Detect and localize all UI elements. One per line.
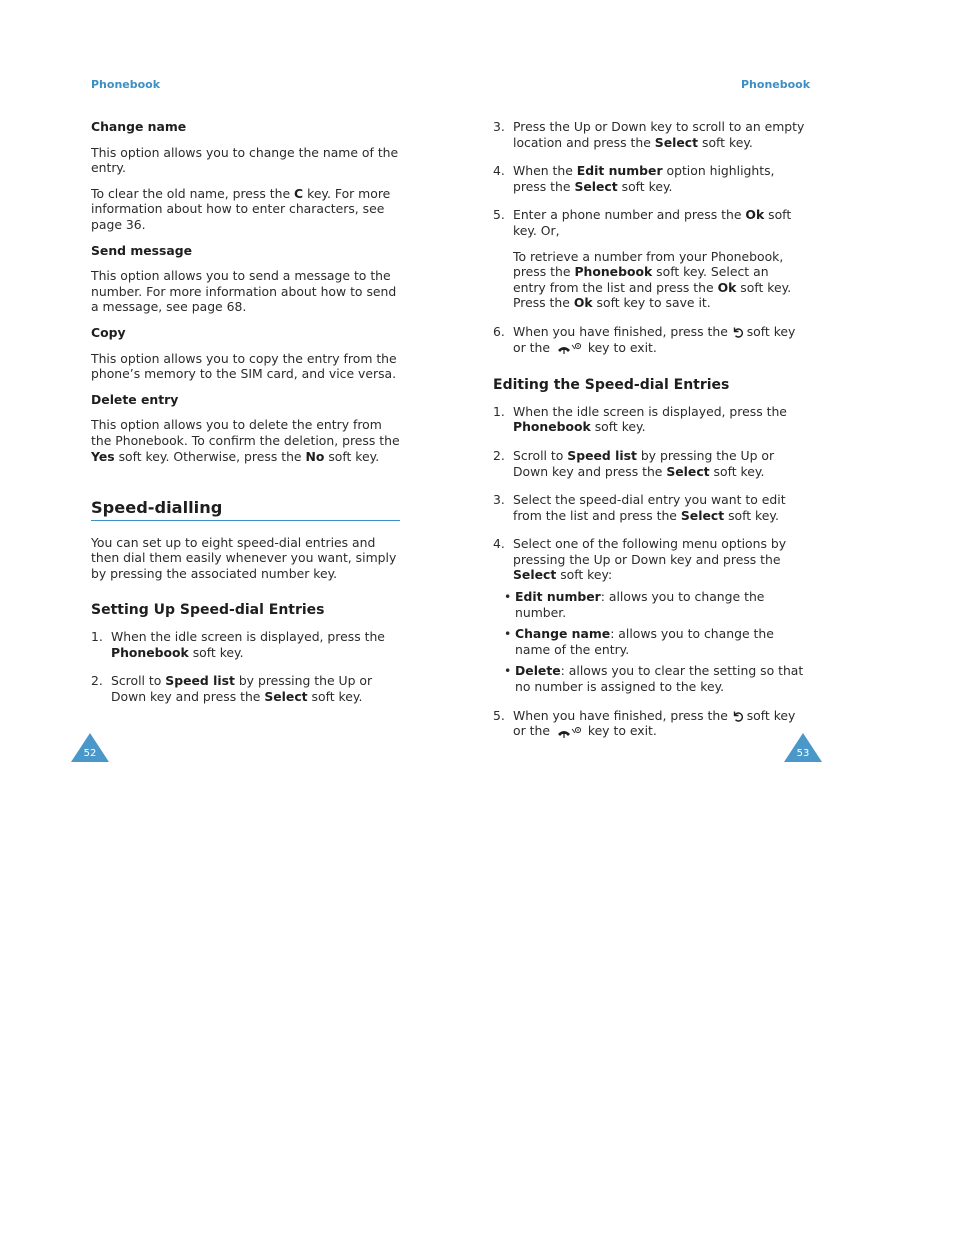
change-name-heading: Change name <box>91 119 187 134</box>
list-item: 3. Select the speed-dial entry you want to edit from the list and press the Select soft key. <box>493 492 786 523</box>
setting-up-steps <box>91 629 403 704</box>
setting-up-heading: Setting Up Speed-dial Entries <box>91 602 325 619</box>
editing-steps <box>493 404 805 739</box>
page-number-right <box>784 733 822 763</box>
end-call-key-icon <box>554 341 584 355</box>
change-name-para1: This option allows you to change the name of the entry. <box>91 144 399 176</box>
options-bullet-list <box>504 589 805 695</box>
running-header-left: Phonebook <box>91 78 161 91</box>
bullet-item: • Delete: allows you to clear the setting so that no number is assigned to the key. <box>504 663 804 695</box>
list-item: 2. Scroll to Speed list by pressing the Up or Down key and press the Select soft key. <box>91 673 373 704</box>
back-arrow-icon <box>732 710 743 722</box>
step5-extra-para: To retrieve a number from your Phonebook, press the Phonebook soft key. Select an entry from the list and press the Ok soft key. Press the Ok soft key to save it. <box>513 248 792 311</box>
list-item: 5. Enter a phone number and press the Ok soft key. Or, To retrieve a number from your Phonebook, press the Phonebook soft key. Select an entry from the list and press the Ok soft key. Press the Ok soft key to save it. <box>493 207 805 311</box>
list-item: 1. When the idle screen is displayed, press the Phonebook soft key. <box>91 629 385 660</box>
section-divider <box>91 520 400 521</box>
left-column <box>91 119 403 704</box>
speed-dialling-heading: Speed-dialling <box>91 498 223 518</box>
list-item: 6. When you have finished, press the soft key or the key to exit. <box>493 323 796 355</box>
speed-dialling-intro: You can set up to eight speed-dial entries and then dial them easily whenever you want, simply by pressing the associated number key. <box>91 534 397 581</box>
delete-entry-para: This option allows you to delete the entry from the Phonebook. To confirm the deletion, press the Yes soft key. Otherwise, press the No soft key. <box>91 417 400 464</box>
copy-para: This option allows you to copy the entry from the phone’s memory to the SIM card, and vice versa. <box>91 350 397 382</box>
page-number-text: 52 <box>83 748 97 759</box>
right-column <box>493 119 805 739</box>
list-item: 2. Scroll to Speed list by pressing the Up or Down key and press the Select soft key. <box>493 447 775 479</box>
bullet-item: • Edit number: allows you to change the number. <box>504 589 765 620</box>
list-item: 4. When the Edit number option highlights, press the Select soft key. <box>493 163 775 194</box>
delete-entry-heading: Delete entry <box>91 391 179 407</box>
editing-heading: Editing the Speed-dial Entries <box>493 377 730 394</box>
list-item: 5. When you have finished, press the soft key or the key to exit. <box>493 707 796 739</box>
back-arrow-icon <box>732 326 743 338</box>
list-item: 3. Press the Up or Down key to scroll to an empty location and press the Select soft key. <box>493 119 805 150</box>
page-number-left <box>71 733 109 763</box>
running-header-right: Phonebook <box>741 78 811 91</box>
send-message-heading: Send message <box>91 242 193 258</box>
list-item: 1. When the idle screen is displayed, press the Phonebook soft key. <box>493 403 787 435</box>
change-name-para2: To clear the old name, press the C key. For more information about how to enter characters, see page 36. <box>91 185 391 232</box>
send-message-para: This option allows you to send a message to the number. For more information about how to send a message, see page 68. <box>91 268 397 315</box>
setting-up-steps-continued <box>493 119 805 355</box>
end-call-key-icon <box>554 725 584 739</box>
list-item: 4. Select one of the following menu options by pressing the Up or Down key and press the Select soft key: • Edit number: allows you to change the number. • Change name: allows you to change the name of the entry. • Delete: allows you to clear the setting so that no number is assigned to the key. <box>493 536 804 695</box>
copy-heading: Copy <box>91 324 126 340</box>
page-number-text: 53 <box>796 748 810 759</box>
bullet-item: • Change name: allows you to change the name of the entry. <box>504 626 774 657</box>
